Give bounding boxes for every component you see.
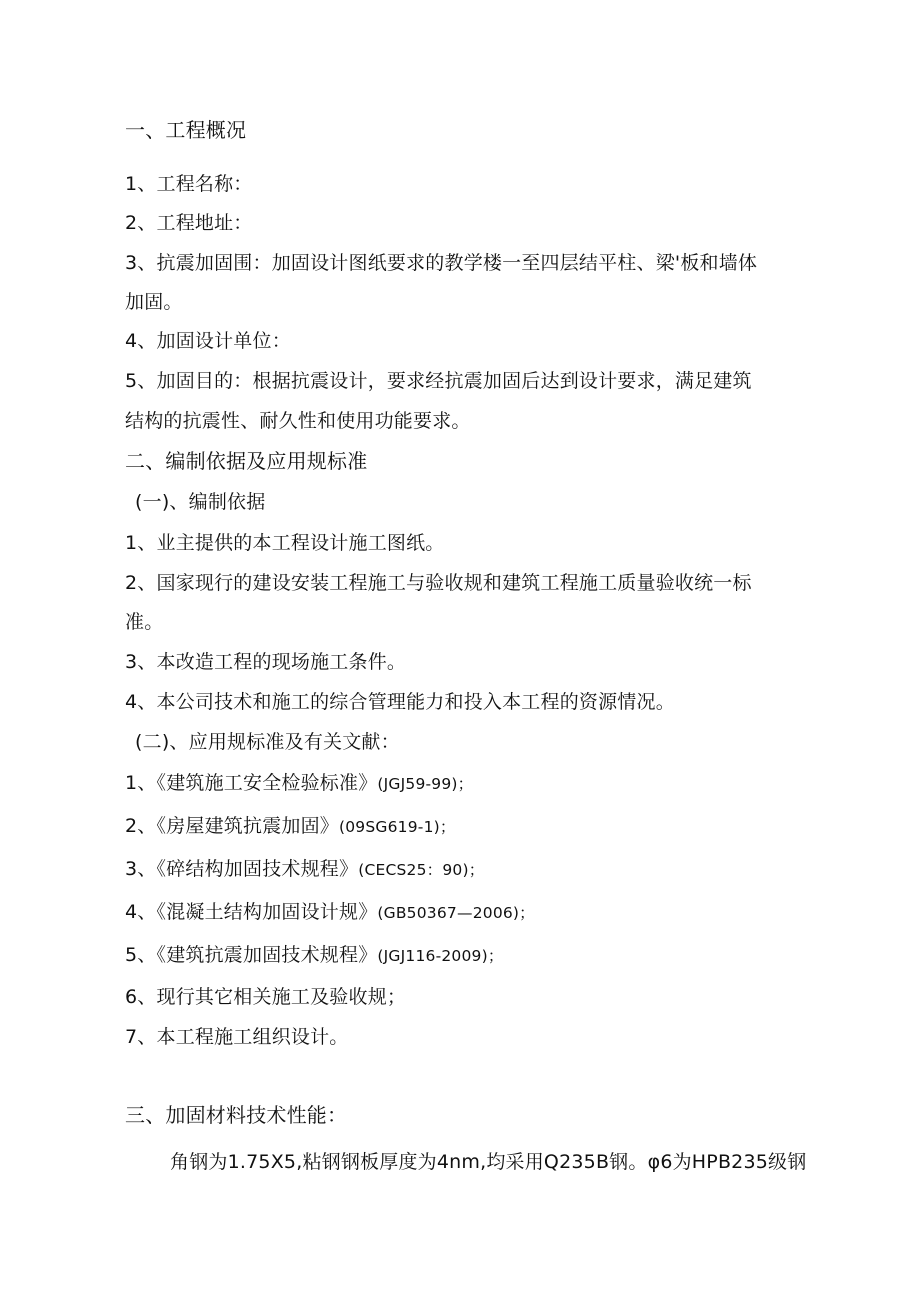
reference-code: (GB50367—2006)； (377, 904, 535, 922)
reference-name: 1、《建筑施工安全检验标准》 (125, 772, 378, 794)
reference-item (125, 943, 504, 968)
reference-name: 2、《房屋建筑抗震加固》 (125, 815, 339, 837)
seismic-scope-item-line-2: 加固。 (125, 291, 183, 313)
materials-paragraph: 角钢为1.75X5,粘钢钢板厚度为4nm,均采用Q235B钢。φ6为HPB235级钢 (170, 1151, 807, 1173)
basis-item-2-line-2: 准。 (125, 611, 164, 633)
purpose-item-line-1: 5、加固目的：根据抗震设计，要求经抗震加固后达到设计要求，满足建筑 (125, 370, 752, 392)
basis-item-3: 3、本改造工程的现场施工条件。 (125, 651, 407, 673)
reference-code: (JGJ116-2009)； (377, 947, 504, 965)
reference-name: 5、《建筑抗震加固技术规程》 (125, 944, 378, 966)
reference-item-7: 7、本工程施工组织设计。 (125, 1026, 349, 1048)
reference-item (125, 857, 484, 882)
project-address-item: 2、工程地址： (125, 212, 253, 234)
section-3-heading: 三、加固材料技术性能： (125, 1103, 348, 1127)
reference-code: (09SG619-1)； (339, 818, 456, 836)
reference-item (125, 900, 535, 925)
reference-code: (JGJ59-99)； (377, 775, 474, 793)
subsection-2-1-heading: (一)、编制依据 (135, 491, 266, 513)
reference-code: (CECS25：90)； (358, 861, 485, 879)
purpose-item-line-2: 结构的抗震性、耐久性和使用功能要求。 (125, 410, 471, 432)
basis-item-1: 1、业主提供的本工程设计施工图纸。 (125, 532, 445, 554)
reference-name: 4、《混凝土结构加固设计规》 (125, 901, 378, 923)
project-name-item: 1、工程名称： (125, 173, 253, 195)
reference-name: 3、《碎结构加固技术规程》 (125, 858, 359, 880)
section-2-heading: 二、编制依据及应用规标准 (125, 449, 368, 473)
reference-item (125, 771, 473, 796)
subsection-2-2-heading: (二)、应用规标准及有关文献： (135, 731, 400, 753)
basis-item-4: 4、本公司技术和施工的综合管理能力和投入本工程的资源情况。 (125, 691, 675, 713)
reference-item (125, 814, 456, 839)
reference-item-6: 6、现行其它相关施工及验收规； (125, 986, 407, 1008)
seismic-scope-item-line-1: 3、抗震加固围：加固设计图纸要求的教学楼一至四层结平柱、梁'板和墙体 (125, 252, 758, 274)
design-unit-item: 4、加固设计单位： (125, 330, 291, 352)
section-1-heading: 一、工程概况 (125, 118, 247, 142)
basis-item-2-line-1: 2、国家现行的建设安装工程施工与验收规和建筑工程施工质量验收统一标 (125, 572, 752, 594)
